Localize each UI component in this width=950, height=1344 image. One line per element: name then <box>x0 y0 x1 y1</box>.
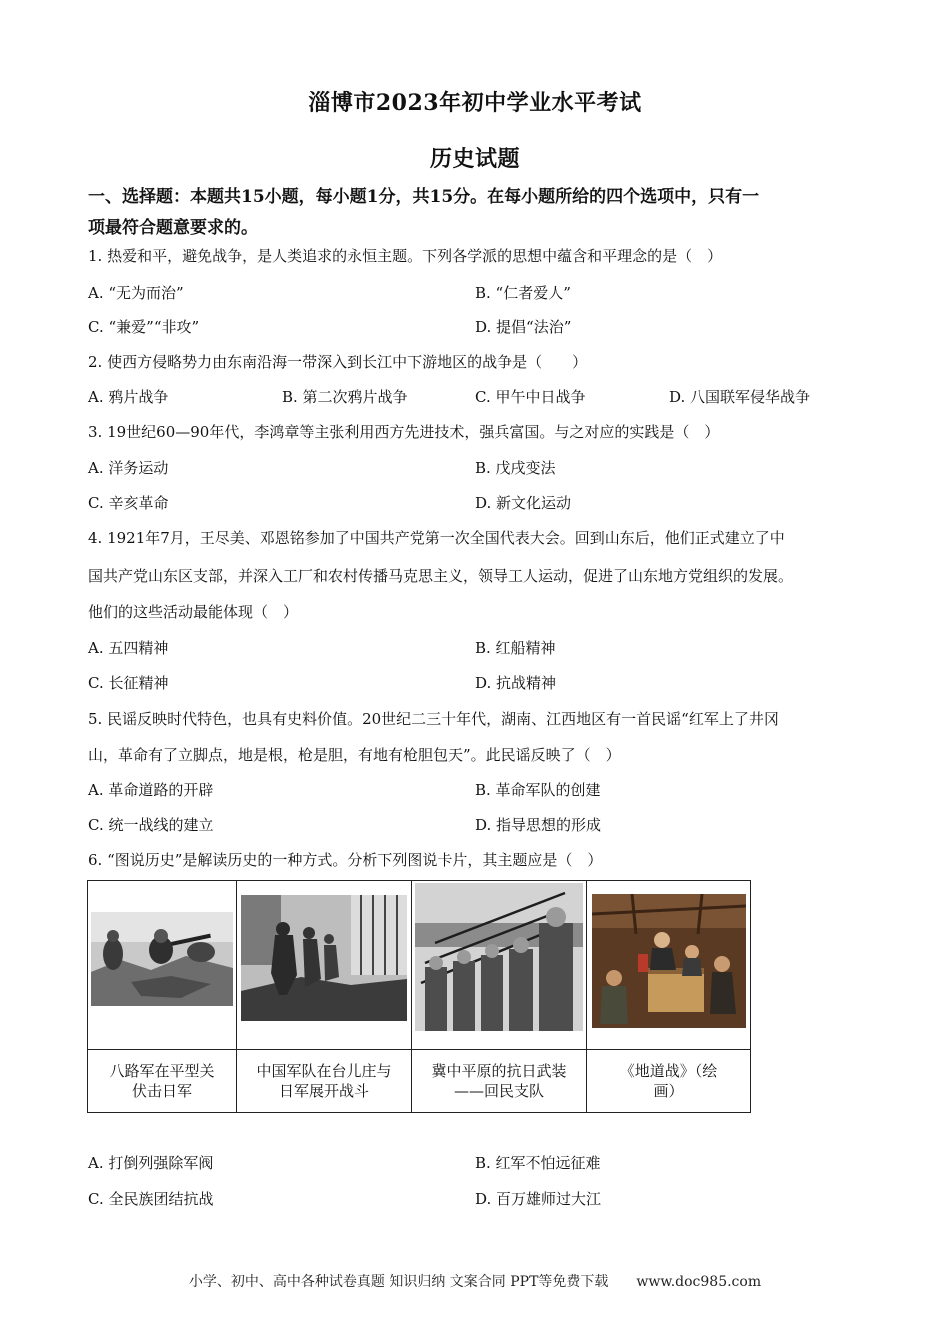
section-heading-line-1: 一、选择题：本题共15小题，每小题1分，共15分。在每小题所给的四个选项中，只有一 <box>88 187 760 207</box>
question-3-option-a[interactable]: A. 洋务运动 <box>88 459 169 477</box>
question-3-stem: 3. 19世纪60—90年代，李鸿章等主张利用西方先进技术，强兵富国。与之对应的实践是（ ） <box>88 423 720 441</box>
card-caption-3-line-1: 冀中平原的抗日武装 <box>431 1062 567 1080</box>
question-4-stem-line-2: 国共产党山东区支部，并深入工厂和农村传播马克思主义，领导工人运动，促进了山东地方党组织的发展。 <box>88 567 794 585</box>
section-heading <box>88 183 868 242</box>
question-3-option-b[interactable]: B. 戊戌变法 <box>475 459 556 477</box>
question-2-option-a[interactable]: A. 鸦片战争 <box>88 388 169 406</box>
card-image-cell-4 <box>587 881 751 1050</box>
exam-subtitle: 历史试题 <box>429 146 520 172</box>
question-1-option-b[interactable]: B. “仁者爱人” <box>475 284 571 302</box>
card-caption-2 <box>237 1050 412 1113</box>
card-caption-3-line-2: ——回民支队 <box>453 1082 544 1100</box>
question-6-option-a[interactable]: A. 打倒列强除军阀 <box>88 1154 214 1172</box>
exam-title: 淄博市2023年初中学业水平考试 <box>308 90 642 116</box>
question-4-option-d[interactable]: D. 抗战精神 <box>475 674 557 692</box>
card-image-cell-2 <box>237 881 412 1050</box>
question-3-option-c[interactable]: C. 辛亥革命 <box>88 494 169 512</box>
card-caption-2-line-1: 中国军队在台儿庄与 <box>256 1062 392 1080</box>
question-5-stem-line-2: 山，革命有了立脚点，地是根，枪是胆，有地有枪胆包天”。此民谣反映了（ ） <box>88 746 621 764</box>
question-1-option-c[interactable]: C. “兼爱”“非攻” <box>88 318 200 336</box>
card-image-cell-1 <box>88 881 237 1050</box>
question-6-option-b[interactable]: B. 红军不怕远征难 <box>475 1154 601 1172</box>
question-6-stem: 6. “图说历史”是解读历史的一种方式。分析下列图说卡片，其主题应是（ ） <box>88 851 603 869</box>
question-1-option-d[interactable]: D. 提倡“法治” <box>475 318 572 336</box>
card-caption-4-line-2: 画） <box>653 1082 684 1100</box>
section-heading-line-2: 项最符合题意要求的。 <box>88 218 258 238</box>
question-3-option-d[interactable]: D. 新文化运动 <box>475 494 572 512</box>
card-caption-1-line-1: 八路军在平型关 <box>109 1062 215 1080</box>
question-6-option-c[interactable]: C. 全民族团结抗战 <box>88 1190 214 1208</box>
hui-detachment-photo <box>415 883 583 1031</box>
card-caption-4 <box>587 1050 751 1113</box>
question-2-option-c[interactable]: C. 甲午中日战争 <box>475 388 586 406</box>
question-2-option-d[interactable]: D. 八国联军侵华战争 <box>669 388 811 406</box>
question-2-option-b[interactable]: B. 第二次鸦片战争 <box>282 388 408 406</box>
taierzhuang-battle-photo <box>241 895 407 1021</box>
question-4-stem-line-1: 4. 1921年7月，王尽美、邓恩铭参加了中国共产党第一次全国代表大会。回到山东后，他们正式建立了中 <box>88 529 785 547</box>
question-1-option-a[interactable]: A. “无为而治” <box>88 284 184 302</box>
page-footer: 小学、初中、高中各种试卷真题 知识归纳 文案合同 PPT等免费下载 www.doc985.com <box>188 1274 762 1290</box>
card-caption-4-line-1: 《地道战》（绘 <box>619 1062 718 1080</box>
card-caption-3 <box>412 1050 587 1113</box>
question-5-option-d[interactable]: D. 指导思想的形成 <box>475 816 602 834</box>
question-4-option-a[interactable]: A. 五四精神 <box>88 639 169 657</box>
question-4-stem-line-3: 他们的这些活动最能体现（ ） <box>88 603 299 621</box>
question-5-option-c[interactable]: C. 统一战线的建立 <box>88 816 214 834</box>
question-4-option-c[interactable]: C. 长征精神 <box>88 674 169 692</box>
card-image-cell-3 <box>412 881 587 1050</box>
card-caption-2-line-2: 日军展开战斗 <box>278 1082 369 1100</box>
card-caption-1-line-2: 伏击日军 <box>131 1082 192 1100</box>
picture-card-table <box>87 880 751 1113</box>
pingxingguan-ambush-photo <box>91 912 233 1006</box>
question-5-option-b[interactable]: B. 革命军队的创建 <box>475 781 601 799</box>
tunnel-warfare-painting <box>592 894 746 1028</box>
question-2-stem: 2. 使西方侵略势力由东南沿海一带深入到长江中下游地区的战争是（ ） <box>88 353 588 371</box>
question-1-stem: 1. 热爱和平，避免战争，是人类追求的永恒主题。下列各学派的思想中蕴含和平理念的是（ ） <box>88 247 723 265</box>
question-5-option-a[interactable]: A. 革命道路的开辟 <box>88 781 214 799</box>
card-caption-1 <box>88 1050 237 1113</box>
question-5-stem-line-1: 5. 民谣反映时代特色，也具有史料价值。20世纪二三十年代，湖南、江西地区有一首民谣“红军上了井冈 <box>88 710 779 728</box>
question-6-option-d[interactable]: D. 百万雄师过大江 <box>475 1190 602 1208</box>
question-4-option-b[interactable]: B. 红船精神 <box>475 639 556 657</box>
